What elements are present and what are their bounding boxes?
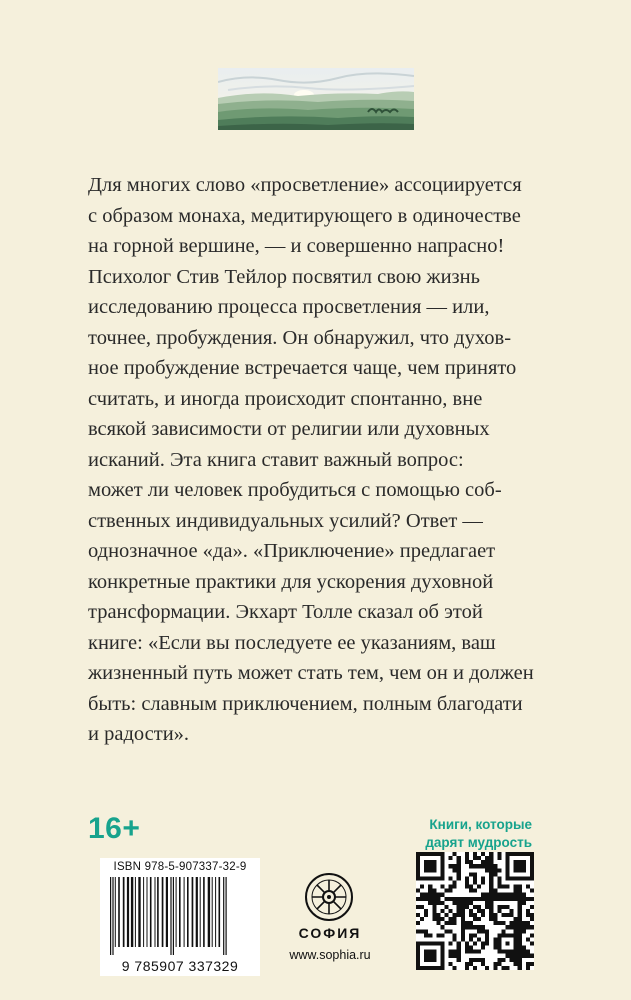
description-line: трансформации. Экхарт Толле сказал об этой [88,601,483,623]
barcode-digits: 9 785907 337329 [121,958,239,974]
sophia-logo-icon [304,872,354,922]
description-line: ственных индивидуальных усилий? Ответ — [88,509,483,532]
publisher-website: www.sophia.ru [289,948,371,962]
publisher-tagline [382,816,532,852]
landscape-illustration [218,68,414,130]
publisher-name: СОФИЯ [298,925,362,941]
isbn-barcode [100,858,260,976]
description-line: книге: «Если вы последуете ее указаниям, ваш [88,631,496,654]
description-line: жизненный путь может стать тем, чем он и должен [88,662,534,684]
barcode-bars [106,877,254,955]
tagline-line: дарят мудрость [425,835,532,850]
description-line: может ли человек пробудиться с помощью соб- [88,479,502,501]
description-line: Для многих слово «просветление» ассоциируется [88,174,522,196]
tagline-line: Книги, которые [429,817,532,832]
description-line: быть: славным приключением, полным благодати [88,692,523,715]
description-line: считать, и иногда происходит спонтанно, вне [88,387,483,410]
description-line: точнее, пробуждения. Он обнаружил, что духов- [88,326,512,349]
age-rating: 16+ [88,812,141,845]
description-line: на горной вершине, — и совершенно напрасно! [88,235,505,257]
description-line: исследованию процесса просветления — или, [88,296,490,318]
description-line: Психолог Стив Тейлор посвятил свою жизнь [88,265,480,288]
description-line: ное пробуждение встречается чаще, чем принято [88,357,517,379]
description-line: исканий. Эта книга ставит важный вопрос: [88,448,464,471]
description-line: конкретные практики для ускорения духовной [88,570,494,593]
description-line: однозначное «да». «Приключение» предлагает [88,540,496,562]
description-line: всякой зависимости от религии или духовных [88,418,490,440]
book-description [88,170,542,750]
description-line: с образом монаха, медитирующего в одиночестве [88,204,521,227]
qr-code[interactable] [416,852,534,970]
description-line: и радости». [88,723,190,745]
isbn-label: ISBN 978-5-907337-32-9 [113,861,247,873]
